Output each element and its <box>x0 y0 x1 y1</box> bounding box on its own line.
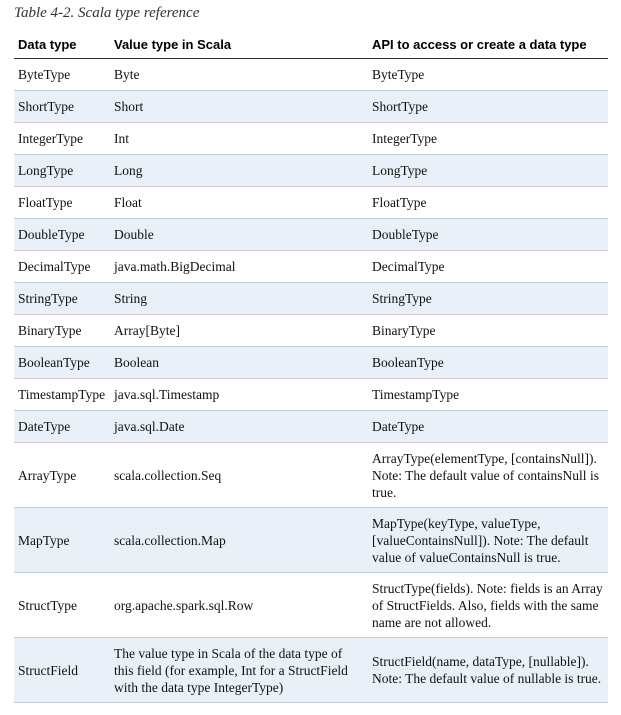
cell-api: DateType <box>368 411 608 443</box>
table-row <box>14 283 608 315</box>
cell-data-type: TimestampType <box>14 379 110 411</box>
table-caption: Table 4-2. Scala type reference <box>14 5 200 21</box>
cell-data-type: StringType <box>14 283 110 315</box>
cell-api: ShortType <box>368 91 608 123</box>
table-row <box>14 443 608 508</box>
cell-value-type: Float <box>110 187 368 219</box>
cell-data-type: LongType <box>14 155 110 187</box>
cell-data-type: ByteType <box>14 59 110 91</box>
cell-api: FloatType <box>368 187 608 219</box>
cell-api: ByteType <box>368 59 608 91</box>
table-row <box>14 251 608 283</box>
cell-data-type: StructType <box>14 573 110 638</box>
header-api: API to access or create a data type <box>368 30 608 59</box>
table-row <box>14 219 608 251</box>
cell-value-type: Boolean <box>110 347 368 379</box>
cell-value-type: Short <box>110 91 368 123</box>
header-data-type: Data type <box>14 30 110 59</box>
table-row <box>14 155 608 187</box>
cell-value-type: org.apache.spark.sql.Row <box>110 573 368 638</box>
table-row <box>14 315 608 347</box>
cell-data-type: IntegerType <box>14 123 110 155</box>
cell-value-type: Double <box>110 219 368 251</box>
cell-api: StringType <box>368 283 608 315</box>
cell-value-type: java.math.BigDecimal <box>110 251 368 283</box>
cell-data-type: BooleanType <box>14 347 110 379</box>
cell-api: ArrayType(elementType, [containsNull]). Note: The default value of containsNull is true. <box>368 443 608 508</box>
cell-api: LongType <box>368 155 608 187</box>
table-row <box>14 508 608 573</box>
cell-value-type: Array[Byte] <box>110 315 368 347</box>
cell-value-type: Byte <box>110 59 368 91</box>
table-row <box>14 123 608 155</box>
table-header-row <box>14 30 608 59</box>
cell-data-type: DoubleType <box>14 219 110 251</box>
cell-api: StructField(name, dataType, [nullable]). Note: The default value of nullable is true. <box>368 638 608 703</box>
cell-api: DecimalType <box>368 251 608 283</box>
cell-api: BooleanType <box>368 347 608 379</box>
cell-api: IntegerType <box>368 123 608 155</box>
cell-data-type: ArrayType <box>14 443 110 508</box>
cell-data-type: FloatType <box>14 187 110 219</box>
table-row <box>14 187 608 219</box>
cell-value-type: Int <box>110 123 368 155</box>
table-row <box>14 638 608 703</box>
cell-api: MapType(keyType, valueType, [valueContainsNull]). Note: The default value of valueContainsNull is true. <box>368 508 608 573</box>
cell-value-type: java.sql.Timestamp <box>110 379 368 411</box>
table-row <box>14 91 608 123</box>
cell-api: BinaryType <box>368 315 608 347</box>
cell-value-type: The value type in Scala of the data type of this field (for example, Int for a StructField with the data type IntegerType) <box>110 638 368 703</box>
cell-data-type: StructField <box>14 638 110 703</box>
cell-api: TimestampType <box>368 379 608 411</box>
table-row <box>14 59 608 91</box>
cell-data-type: MapType <box>14 508 110 573</box>
cell-api: DoubleType <box>368 219 608 251</box>
cell-data-type: DecimalType <box>14 251 110 283</box>
cell-value-type: String <box>110 283 368 315</box>
scala-type-table <box>14 30 608 703</box>
cell-value-type: scala.collection.Map <box>110 508 368 573</box>
cell-api: StructType(fields). Note: fields is an Array of StructFields. Also, fields with the same name are not allowed. <box>368 573 608 638</box>
header-value-type: Value type in Scala <box>110 30 368 59</box>
cell-value-type: scala.collection.Seq <box>110 443 368 508</box>
cell-data-type: BinaryType <box>14 315 110 347</box>
table-row <box>14 411 608 443</box>
cell-value-type: Long <box>110 155 368 187</box>
table-row <box>14 347 608 379</box>
table-row <box>14 379 608 411</box>
cell-data-type: DateType <box>14 411 110 443</box>
table-row <box>14 573 608 638</box>
cell-data-type: ShortType <box>14 91 110 123</box>
cell-value-type: java.sql.Date <box>110 411 368 443</box>
